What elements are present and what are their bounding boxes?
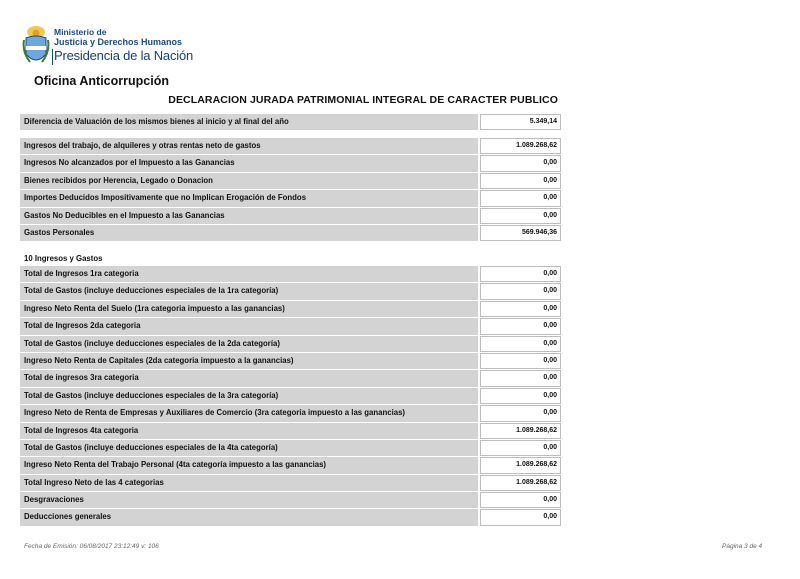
row-label: Gastos No Deducibles en el Impuesto a las Ganancias xyxy=(20,208,478,224)
ministry-logo xyxy=(22,24,212,72)
table-row xyxy=(20,155,562,172)
table-row xyxy=(20,173,562,190)
row-label: Importes Deducidos Impositivamente que no Implican Erogación de Fondos xyxy=(20,190,478,206)
row-value: 1.089.268,62 xyxy=(480,475,561,491)
row-value: 0,00 xyxy=(480,509,561,525)
row-value: 0,00 xyxy=(480,388,561,404)
row-value: 0,00 xyxy=(480,405,561,421)
page-number: Página 3 de 4 xyxy=(722,543,763,550)
table-row xyxy=(20,353,562,370)
valuation-section xyxy=(20,114,562,131)
table-row xyxy=(20,370,562,387)
row-label: Total de Gastos (incluye deducciones especiales de la 4ta categoría) xyxy=(20,440,478,456)
table-row xyxy=(20,301,562,318)
ministry-line1: Ministerio de xyxy=(54,27,107,37)
row-value: 1.089.268,62 xyxy=(480,457,561,473)
row-value: 569.946,36 xyxy=(480,225,561,241)
section-10 xyxy=(20,252,562,527)
row-value: 0,00 xyxy=(480,266,561,282)
row-value: 0,00 xyxy=(480,301,561,317)
row-label: Ingreso Neto Renta de Capitales (2da categoria impuesto a la ganancias) xyxy=(20,353,478,369)
row-label: Gastos Personales xyxy=(20,225,478,241)
row-value: 0,00 xyxy=(480,353,561,369)
table-row xyxy=(20,405,562,422)
table-row xyxy=(20,266,562,283)
row-label: Ingreso Neto Renta del Trabajo Personal (4ta categoría impuesto a las ganancias) xyxy=(20,457,478,473)
row-value: 5.349,14 xyxy=(480,114,561,130)
table-row xyxy=(20,457,562,474)
table-row xyxy=(20,190,562,207)
row-value: 0,00 xyxy=(480,318,561,334)
row-label: Diferencia de Valuación de los mismos bienes al inicio y al final del año xyxy=(20,114,478,130)
table-row xyxy=(20,114,562,131)
table-row xyxy=(20,225,562,242)
row-label: Total de Gastos (incluye deducciones especiales de la 2da categoría) xyxy=(20,336,478,352)
ministry-line2: Justicia y Derechos Humanos xyxy=(54,37,183,47)
income-expenses-section xyxy=(20,138,562,242)
row-value: 0,00 xyxy=(480,208,561,224)
row-label: Ingreso Neto de Renta de Empresas y Auxiliares de Comercio (3ra categoría impuesto a las ganancias) xyxy=(20,405,478,421)
table-row xyxy=(20,388,562,405)
row-label: Total de Ingresos 2da categoria xyxy=(20,318,478,334)
row-label: Total de ingresos 3ra categoria xyxy=(20,370,478,386)
table-row xyxy=(20,138,562,155)
table-row xyxy=(20,208,562,225)
row-value: 0,00 xyxy=(480,336,561,352)
row-value: 0,00 xyxy=(480,370,561,386)
row-label: Total de Ingresos 4ta categoria xyxy=(20,423,478,439)
row-label: Total Ingreso Neto de las 4 categorias xyxy=(20,475,478,491)
presidency-label: Presidencia de la Nación xyxy=(54,48,194,63)
table-row xyxy=(20,318,562,335)
table-row xyxy=(20,423,562,440)
document-title: DECLARACION JURADA PATRIMONIAL INTEGRAL DE CARACTER PUBLICO xyxy=(168,94,558,106)
row-value: 0,00 xyxy=(480,283,561,299)
row-value: 1.089.268,62 xyxy=(480,138,561,154)
divider xyxy=(52,49,53,65)
row-value: 0,00 xyxy=(480,190,561,206)
row-value: 0,00 xyxy=(480,155,561,171)
row-label: Bienes recibidos por Herencia, Legado o Donacion xyxy=(20,173,478,189)
row-value: 0,00 xyxy=(480,492,561,508)
row-label: Ingresos del trabajo, de alquileres y otras rentas neto de gastos xyxy=(20,138,478,154)
row-label: Total de Gastos (incluye deducciones especiales de la 3ra categoría) xyxy=(20,388,478,404)
row-value: 1.089.268,62 xyxy=(480,423,561,439)
row-label: Total de Gastos (incluye deducciones especiales de la 1ra categoría) xyxy=(20,283,478,299)
row-label: Total de Ingresos 1ra categoria xyxy=(20,266,478,282)
row-value: 0,00 xyxy=(480,173,561,189)
row-label: Ingresos No alcanzados por el Impuesto a las Ganancias xyxy=(20,155,478,171)
emission-date: Fecha de Emisión: 06/08/2017 23:12:49 v: 106 xyxy=(24,543,159,550)
table-row xyxy=(20,492,562,509)
office-title: Oficina Anticorrupción xyxy=(34,74,169,88)
table-row xyxy=(20,440,562,457)
table-row xyxy=(20,475,562,492)
row-label: Deducciones generales xyxy=(20,509,478,525)
row-value: 0,00 xyxy=(480,440,561,456)
row-label: Desgravaciones xyxy=(20,492,478,508)
table-row xyxy=(20,283,562,300)
table-row xyxy=(20,336,562,353)
table-row xyxy=(20,509,562,526)
section-heading: 10 Ingresos y Gastos xyxy=(24,254,103,263)
row-label: Ingreso Neto Renta del Suelo (1ra categoria impuesto a las ganancias) xyxy=(20,301,478,317)
coat-of-arms-icon xyxy=(22,24,50,68)
